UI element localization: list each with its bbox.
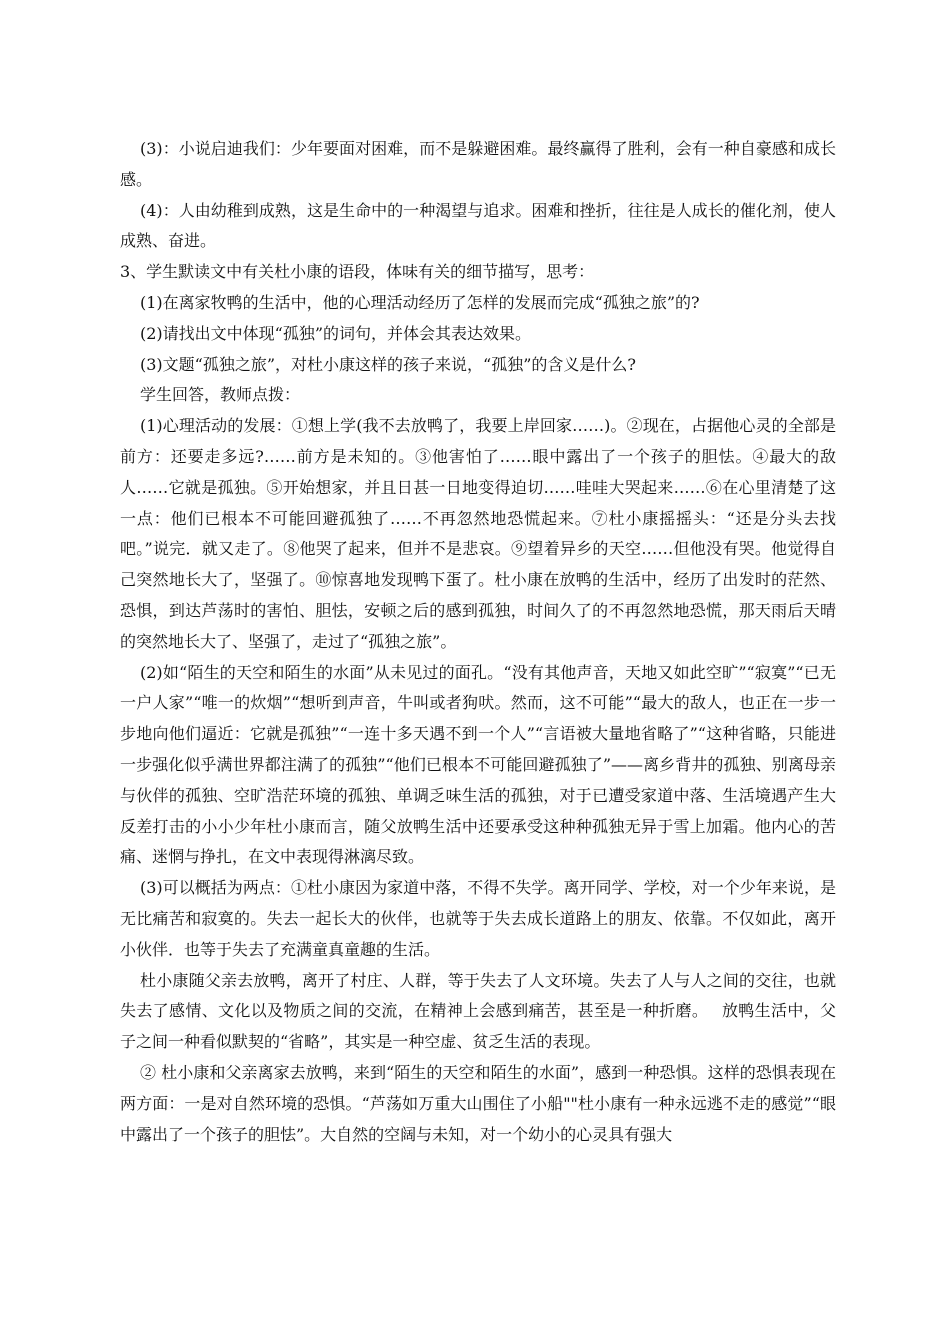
paragraph-4: (1)在离家牧鸭的生活中，他的心理活动经历了怎样的发展而完成“孤独之旅”的?: [140, 292, 700, 312]
paragraph-2: (4)：人由幼稚到成熟，这是生命中的一种渴望与追求。困难和挫折，往往是人成长的催化剂，使人成熟、奋进。: [120, 200, 836, 251]
paragraph-9: (2)如“陌生的天空和陌生的水面”从未见过的面孔。“没有其他声音，天地又如此空旷”“寂寞”“已无一户人家”“唯一的炊烟”“想听到声音，牛叫或者狗吠。然而，这不可能”“最大的敌人，也正在一步一步地向他们逼近：它就是孤独”“一连十多天遇不到一个人”“言语被大量地省略了”“这种省略，只能进一步强化似乎满世界都注满了的孤独”“他们已根本不可能回避孤独了”——离乡背井的孤独、别离母亲与伙伴的孤独、空旷浩茫环境的孤独、单调乏味生活的孤独，对于已遭受家道中落、生活境遇产生大反差打击的小小少年杜小康而言，随父放鸭生活中还要承受这种种孤独无异于雪上加霜。他内心的苦痛、迷惘与挣扎，在文中表现得淋漓尽致。: [120, 662, 836, 867]
paragraph-5: (2)请找出文中体现“孤独”的词句，并体会其表达效果。: [140, 323, 532, 343]
paragraph-11: 杜小康随父亲去放鸭，离开了村庄、人群，等于失去了人文环境。失去了人与人之间的交往，也就失去了感情、文化以及物质之间的交流，在精神上会感到痛苦，甚至是一种折磨。 放鸭生活中，父子之间一种看似默契的“省略”，其实是一种空虚、贫乏生活的表现。: [120, 970, 836, 1052]
paragraph-10: (3)可以概括为两点：①杜小康因为家道中落，不得不失学。离开同学、学校，对一个少年来说，是无比痛苦和寂寞的。失去一起长大的伙伴，也就等于失去成长道路上的朋友、依靠。不仅如此，离开小伙伴．也等于失去了充满童真童趣的生活。: [120, 878, 836, 959]
paragraph-12: ② 杜小康和父亲离家去放鸭，来到“陌生的天空和陌生的水面”，感到一种恐惧。这样的恐惧表现在两方面：一是对自然环境的恐惧。“芦荡如万重大山围住了小船""杜小康有一种永远逃不走的感觉”“眼中露出了一个孩子的胆怯”。大自然的空阔与未知，对一个幼小的心灵具有强大: [120, 1062, 836, 1144]
paragraph-6: (3)文题“孤独之旅”，对杜小康这样的孩子来说，“孤独”的含义是什么?: [140, 354, 636, 374]
paragraph-1: (3)：小说启迪我们：少年要面对困难，而不是躲避困难。最终赢得了胜利，会有一种自豪感和成长感。: [120, 139, 836, 189]
paragraph-8: (1)心理活动的发展：①想上学(我不去放鸭了，我要上岸回家……)。②现在，占据他心灵的全部是前方：还要走多远?……前方是未知的。③他害怕了……眼中露出了一个孩子的胆怯。④最大的敌人……它就是孤独。⑤开始想家，并且日甚一日地变得迫切……哇哇大哭起来……⑥在心里清楚了这一点：他们已根本不可能回避孤独了……不再忽然地恐慌起来。⑦杜小康摇摇头：“还是分头去找吧。”说完．就又走了。⑧他哭了起来，但并不是悲哀。⑨望着异乡的天空……但他没有哭。他觉得自己突然地长大了，坚强了。⑩惊喜地发现鸭下蛋了。杜小康在放鸭的生活中，经历了出发时的茫然、恐惧，到达芦荡时的害怕、胆怯，安顿之后的感到孤独，时间久了的不再忽然地恐慌，那天雨后天晴的突然地长大了、坚强了，走过了“孤独之旅”。: [120, 416, 836, 651]
document-body: [120, 134, 836, 1150]
paragraph-7: 学生回答，教师点拨：: [140, 385, 301, 405]
paragraph-3: 3、学生默读文中有关杜小康的语段，体味有关的细节描写，思考：: [120, 262, 595, 282]
